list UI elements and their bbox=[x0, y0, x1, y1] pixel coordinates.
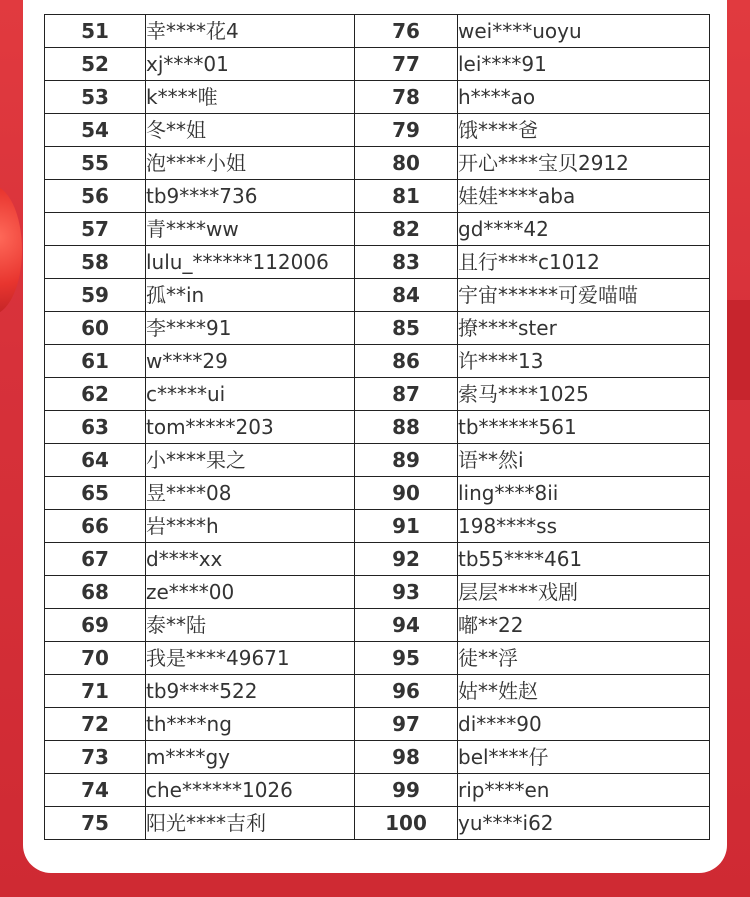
right-name-cell: bel****仔 bbox=[458, 741, 710, 774]
left-name-cell: 昱****08 bbox=[146, 477, 355, 510]
table-row bbox=[45, 312, 710, 345]
left-name-cell: 岩****h bbox=[146, 510, 355, 543]
left-rank-cell: 53 bbox=[45, 81, 146, 114]
right-rank-cell: 94 bbox=[355, 609, 458, 642]
left-name-cell: c*****ui bbox=[146, 378, 355, 411]
left-name-cell: tb9****522 bbox=[146, 675, 355, 708]
right-rank-cell: 88 bbox=[355, 411, 458, 444]
left-rank-cell: 66 bbox=[45, 510, 146, 543]
right-rank-cell: 86 bbox=[355, 345, 458, 378]
table-row bbox=[45, 510, 710, 543]
table-row bbox=[45, 279, 710, 312]
right-name-cell: wei****uoyu bbox=[458, 15, 710, 48]
left-name-cell: tb9****736 bbox=[146, 180, 355, 213]
right-name-cell: 饿****爸 bbox=[458, 114, 710, 147]
right-rank-cell: 99 bbox=[355, 774, 458, 807]
table-row bbox=[45, 543, 710, 576]
table-row bbox=[45, 444, 710, 477]
right-rank-cell: 98 bbox=[355, 741, 458, 774]
table-row bbox=[45, 147, 710, 180]
left-name-cell: 孤**in bbox=[146, 279, 355, 312]
right-name-cell: 层层****戏剧 bbox=[458, 576, 710, 609]
left-rank-cell: 75 bbox=[45, 807, 146, 840]
left-name-cell: 我是****49671 bbox=[146, 642, 355, 675]
right-name-cell: 语**然i bbox=[458, 444, 710, 477]
left-rank-cell: 72 bbox=[45, 708, 146, 741]
right-name-cell: lei****91 bbox=[458, 48, 710, 81]
right-name-cell: 徒**浮 bbox=[458, 642, 710, 675]
right-name-cell: 宇宙******可爱喵喵 bbox=[458, 279, 710, 312]
right-name-cell: rip****en bbox=[458, 774, 710, 807]
left-name-cell: w****29 bbox=[146, 345, 355, 378]
right-rank-cell: 95 bbox=[355, 642, 458, 675]
right-rank-cell: 96 bbox=[355, 675, 458, 708]
table-row bbox=[45, 48, 710, 81]
table-row bbox=[45, 708, 710, 741]
left-rank-cell: 60 bbox=[45, 312, 146, 345]
right-name-cell: 且行****c1012 bbox=[458, 246, 710, 279]
right-rank-cell: 77 bbox=[355, 48, 458, 81]
left-rank-cell: 51 bbox=[45, 15, 146, 48]
table-row bbox=[45, 180, 710, 213]
right-rank-cell: 97 bbox=[355, 708, 458, 741]
right-rank-cell: 85 bbox=[355, 312, 458, 345]
right-name-cell: 姑**姓赵 bbox=[458, 675, 710, 708]
table-row bbox=[45, 345, 710, 378]
table-row bbox=[45, 378, 710, 411]
table-row bbox=[45, 114, 710, 147]
winner-table bbox=[44, 14, 710, 840]
left-name-cell: 阳光****吉利 bbox=[146, 807, 355, 840]
left-rank-cell: 62 bbox=[45, 378, 146, 411]
right-name-cell: 娃娃****aba bbox=[458, 180, 710, 213]
right-name-cell: gd****42 bbox=[458, 213, 710, 246]
right-name-cell: 许****13 bbox=[458, 345, 710, 378]
right-rank-cell: 90 bbox=[355, 477, 458, 510]
right-name-cell: yu****i62 bbox=[458, 807, 710, 840]
left-name-cell: 泰**陆 bbox=[146, 609, 355, 642]
decorative-edge bbox=[726, 300, 750, 400]
left-name-cell: lulu_******112006 bbox=[146, 246, 355, 279]
left-rank-cell: 73 bbox=[45, 741, 146, 774]
right-rank-cell: 92 bbox=[355, 543, 458, 576]
right-rank-cell: 93 bbox=[355, 576, 458, 609]
right-rank-cell: 79 bbox=[355, 114, 458, 147]
right-rank-cell: 76 bbox=[355, 15, 458, 48]
left-name-cell: xj****01 bbox=[146, 48, 355, 81]
left-rank-cell: 57 bbox=[45, 213, 146, 246]
left-name-cell: 李****91 bbox=[146, 312, 355, 345]
left-rank-cell: 55 bbox=[45, 147, 146, 180]
right-name-cell: tb55****461 bbox=[458, 543, 710, 576]
table-row bbox=[45, 741, 710, 774]
right-name-cell: tb******561 bbox=[458, 411, 710, 444]
left-rank-cell: 69 bbox=[45, 609, 146, 642]
left-rank-cell: 56 bbox=[45, 180, 146, 213]
right-rank-cell: 100 bbox=[355, 807, 458, 840]
left-rank-cell: 63 bbox=[45, 411, 146, 444]
left-name-cell: tom*****203 bbox=[146, 411, 355, 444]
table-row bbox=[45, 411, 710, 444]
right-rank-cell: 82 bbox=[355, 213, 458, 246]
right-rank-cell: 78 bbox=[355, 81, 458, 114]
table-row bbox=[45, 213, 710, 246]
right-rank-cell: 84 bbox=[355, 279, 458, 312]
winner-table-body bbox=[45, 15, 710, 840]
table-row bbox=[45, 807, 710, 840]
right-name-cell: 索马****1025 bbox=[458, 378, 710, 411]
right-name-cell: ling****8ii bbox=[458, 477, 710, 510]
left-name-cell: 冬**姐 bbox=[146, 114, 355, 147]
left-rank-cell: 68 bbox=[45, 576, 146, 609]
right-rank-cell: 83 bbox=[355, 246, 458, 279]
left-name-cell: ze****00 bbox=[146, 576, 355, 609]
left-rank-cell: 64 bbox=[45, 444, 146, 477]
right-rank-cell: 89 bbox=[355, 444, 458, 477]
left-rank-cell: 74 bbox=[45, 774, 146, 807]
right-name-cell: 开心****宝贝2912 bbox=[458, 147, 710, 180]
left-name-cell: 泡****小姐 bbox=[146, 147, 355, 180]
right-name-cell: h****ao bbox=[458, 81, 710, 114]
left-rank-cell: 70 bbox=[45, 642, 146, 675]
left-rank-cell: 59 bbox=[45, 279, 146, 312]
left-name-cell: k****唯 bbox=[146, 81, 355, 114]
table-row bbox=[45, 774, 710, 807]
left-name-cell: th****ng bbox=[146, 708, 355, 741]
left-rank-cell: 61 bbox=[45, 345, 146, 378]
left-name-cell: 幸****花4 bbox=[146, 15, 355, 48]
right-rank-cell: 87 bbox=[355, 378, 458, 411]
right-name-cell: 198****ss bbox=[458, 510, 710, 543]
right-rank-cell: 91 bbox=[355, 510, 458, 543]
left-name-cell: m****gy bbox=[146, 741, 355, 774]
table-row bbox=[45, 675, 710, 708]
left-rank-cell: 54 bbox=[45, 114, 146, 147]
right-name-cell: di****90 bbox=[458, 708, 710, 741]
left-rank-cell: 52 bbox=[45, 48, 146, 81]
table-row bbox=[45, 576, 710, 609]
right-rank-cell: 81 bbox=[355, 180, 458, 213]
right-name-cell: 嘟**22 bbox=[458, 609, 710, 642]
table-row bbox=[45, 246, 710, 279]
left-rank-cell: 67 bbox=[45, 543, 146, 576]
table-row bbox=[45, 477, 710, 510]
left-name-cell: 小****果之 bbox=[146, 444, 355, 477]
table-row bbox=[45, 81, 710, 114]
right-name-cell: 撩****ster bbox=[458, 312, 710, 345]
left-rank-cell: 71 bbox=[45, 675, 146, 708]
left-rank-cell: 58 bbox=[45, 246, 146, 279]
left-rank-cell: 65 bbox=[45, 477, 146, 510]
right-rank-cell: 80 bbox=[355, 147, 458, 180]
table-row bbox=[45, 609, 710, 642]
table-row bbox=[45, 642, 710, 675]
table-row bbox=[45, 15, 710, 48]
decorative-balloon bbox=[0, 185, 22, 315]
left-name-cell: che******1026 bbox=[146, 774, 355, 807]
left-name-cell: 青****ww bbox=[146, 213, 355, 246]
left-name-cell: d****xx bbox=[146, 543, 355, 576]
